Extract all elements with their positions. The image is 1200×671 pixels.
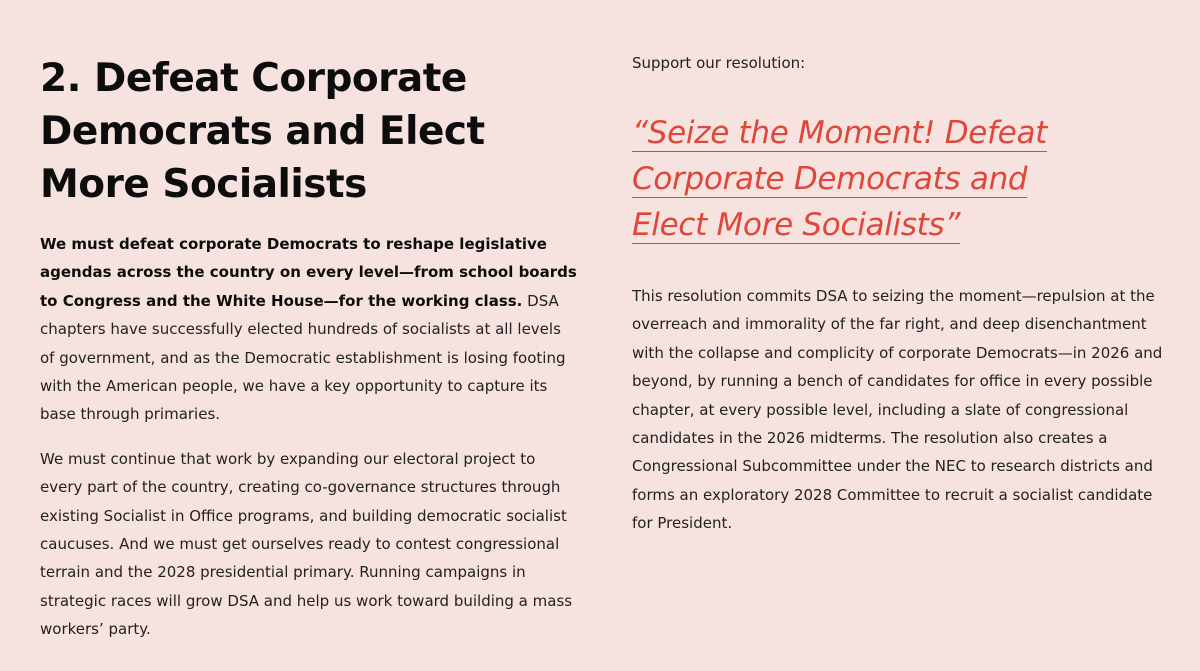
support-label: Support our resolution: [632, 54, 806, 72]
resolution-link[interactable]: “Seize the Moment! Defeat Corporate Democrats and Elect More Socialists” [632, 115, 1047, 243]
right-column [632, 52, 1172, 538]
section-title: 2. Defeat Corporate Democrats and Elect More Socialists [40, 56, 485, 207]
intro-lead-text: We must defeat corporate Democrats to reshape legislative agendas across the country on every level—from school boards to Congress and the White House—for the working class. [40, 235, 577, 310]
left-column [40, 52, 580, 644]
resolution-description: This resolution commits DSA to seizing the moment—repulsion at the overreach and immorality of the far right, and deep disenchantment with the collapse and complicity of corporate Democrats—in 2026 and beyond, by running a bench of candidates for office in every possible chapter, at every possible level, including a slate of congressional candidates in the 2026 midterms. The resolution also creates a Congressional Subcommittee under the NEC to research districts and forms an exploratory 2028 Committee to recruit a socialist candidate for President. [632, 287, 1163, 533]
second-paragraph: We must continue that work by expanding our electoral project to every part of the country, creating co-governance structures through existing Socialist in Office programs, and building democratic socialist caucuses. And we must get ourselves ready to contest congressional terrain and the 2028 presidential primary. Running campaigns in strategic races will grow DSA and help us work toward building a mass workers’ party. [40, 449, 573, 639]
intro-body-text: DSA chapters have successfully elected hundreds of socialists at all levels of government, and as the Democratic establishment is losing footing with the American people, we have a key opportunity to capture its base through primaries. [40, 291, 566, 424]
intro-paragraph [40, 230, 580, 429]
